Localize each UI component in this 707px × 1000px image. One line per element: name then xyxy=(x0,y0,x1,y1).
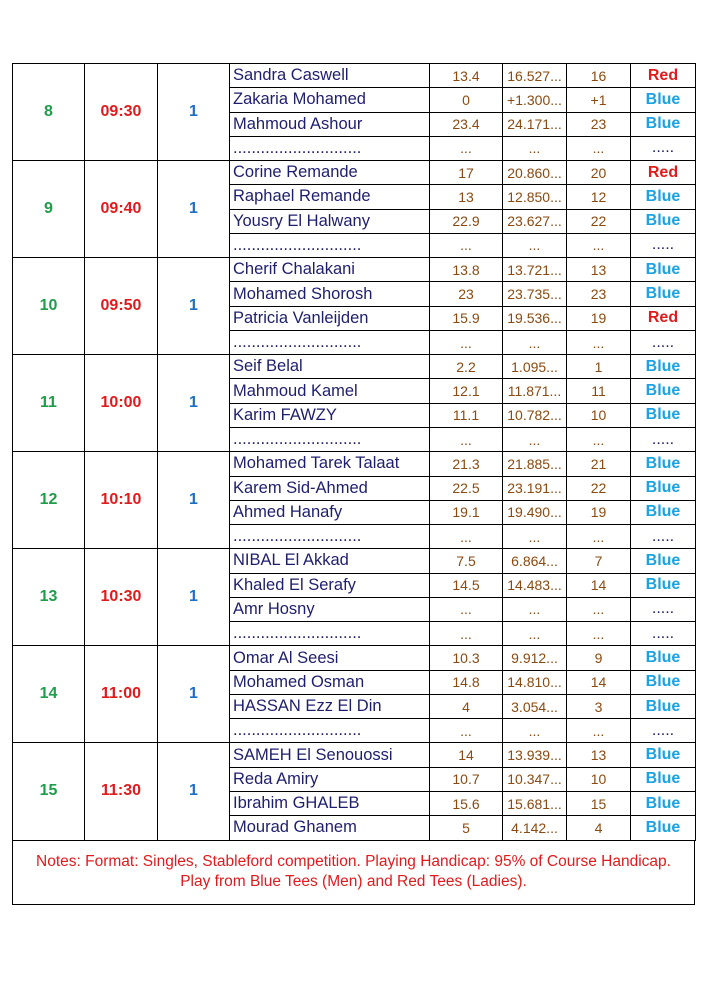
playing-handicap: 23 xyxy=(567,282,631,306)
handicap-index: 22.5 xyxy=(430,476,503,500)
draw-body xyxy=(13,64,696,841)
player-name: ............................ xyxy=(230,622,430,646)
course-handicap: 21.885... xyxy=(503,452,567,476)
playing-handicap: 22 xyxy=(567,476,631,500)
handicap-index: 22.9 xyxy=(430,209,503,233)
course-handicap: +1.300... xyxy=(503,88,567,112)
course-handicap: 10.347... xyxy=(503,767,567,791)
table-row xyxy=(13,64,696,88)
playing-handicap: ... xyxy=(567,136,631,160)
starting-tee: 1 xyxy=(158,549,230,646)
player-name: Cherif Chalakani xyxy=(230,258,430,282)
tee-color: Blue xyxy=(631,209,696,233)
player-name: Seif Belal xyxy=(230,355,430,379)
handicap-index: 7.5 xyxy=(430,549,503,573)
tee-color: Blue xyxy=(631,355,696,379)
tee-time: 11:30 xyxy=(85,743,158,840)
player-name: Yousry El Halwany xyxy=(230,209,430,233)
player-name: Sandra Caswell xyxy=(230,64,430,88)
playing-handicap: 7 xyxy=(567,549,631,573)
starting-tee: 1 xyxy=(158,355,230,452)
table-row xyxy=(13,646,696,670)
group-number: 15 xyxy=(13,743,85,840)
handicap-index: 14 xyxy=(430,743,503,767)
tee-color: Blue xyxy=(631,670,696,694)
handicap-index: 5 xyxy=(430,816,503,840)
course-handicap: 6.864... xyxy=(503,549,567,573)
course-handicap: ... xyxy=(503,719,567,743)
playing-handicap: ... xyxy=(567,525,631,549)
playing-handicap: 23 xyxy=(567,112,631,136)
starting-tee: 1 xyxy=(158,161,230,258)
course-handicap: 16.527... xyxy=(503,64,567,88)
tee-color: Blue xyxy=(631,185,696,209)
handicap-index: 4 xyxy=(430,694,503,718)
starting-tee: 1 xyxy=(158,64,230,161)
handicap-index: 14.8 xyxy=(430,670,503,694)
tee-color: ..... xyxy=(631,525,696,549)
handicap-index: 11.1 xyxy=(430,403,503,427)
handicap-index: ... xyxy=(430,597,503,621)
playing-handicap: ... xyxy=(567,597,631,621)
tee-color: ..... xyxy=(631,233,696,257)
tee-time: 09:40 xyxy=(85,161,158,258)
tee-time: 09:30 xyxy=(85,64,158,161)
tee-sheet xyxy=(12,63,695,937)
playing-handicap: 1 xyxy=(567,355,631,379)
player-name: SAMEH El Senouossi xyxy=(230,743,430,767)
table-row xyxy=(13,355,696,379)
table-row xyxy=(13,452,696,476)
course-handicap: 23.735... xyxy=(503,282,567,306)
course-handicap: 9.912... xyxy=(503,646,567,670)
tee-color: ..... xyxy=(631,597,696,621)
player-name: Omar Al Seesi xyxy=(230,646,430,670)
tee-color: Blue xyxy=(631,452,696,476)
tee-color: Blue xyxy=(631,573,696,597)
table-row xyxy=(13,743,696,767)
course-handicap: 24.171... xyxy=(503,112,567,136)
course-handicap: 1.095... xyxy=(503,355,567,379)
handicap-index: 10.7 xyxy=(430,767,503,791)
playing-handicap: 14 xyxy=(567,670,631,694)
tee-time: 11:00 xyxy=(85,646,158,743)
course-handicap: 14.810... xyxy=(503,670,567,694)
player-name: Reda Amiry xyxy=(230,767,430,791)
handicap-index: 14.5 xyxy=(430,573,503,597)
course-handicap: 11.871... xyxy=(503,379,567,403)
tee-color: Blue xyxy=(631,549,696,573)
handicap-index: 13.4 xyxy=(430,64,503,88)
player-name: ............................ xyxy=(230,427,430,451)
tee-color: Blue xyxy=(631,258,696,282)
playing-handicap: 13 xyxy=(567,743,631,767)
course-handicap: 12.850... xyxy=(503,185,567,209)
player-name: Mahmoud Kamel xyxy=(230,379,430,403)
tee-time: 10:10 xyxy=(85,452,158,549)
player-name: Patricia Vanleijden xyxy=(230,306,430,330)
player-name: Karem Sid-Ahmed xyxy=(230,476,430,500)
playing-handicap: 21 xyxy=(567,452,631,476)
player-name: Mohamed Shorosh xyxy=(230,282,430,306)
group-number: 11 xyxy=(13,355,85,452)
draw-table xyxy=(12,63,696,841)
tee-color: Blue xyxy=(631,791,696,815)
tee-color: Blue xyxy=(631,282,696,306)
handicap-index: ... xyxy=(430,622,503,646)
course-handicap: 23.191... xyxy=(503,476,567,500)
table-row xyxy=(13,549,696,573)
player-name: Mohamed Tarek Talaat xyxy=(230,452,430,476)
playing-handicap: 13 xyxy=(567,258,631,282)
tee-color: Red xyxy=(631,161,696,185)
playing-handicap: ... xyxy=(567,233,631,257)
handicap-index: ... xyxy=(430,427,503,451)
playing-handicap: 20 xyxy=(567,161,631,185)
handicap-index: 17 xyxy=(430,161,503,185)
handicap-index: 13.8 xyxy=(430,258,503,282)
tee-time: 10:30 xyxy=(85,549,158,646)
course-handicap: 19.490... xyxy=(503,500,567,524)
tee-color: Blue xyxy=(631,476,696,500)
handicap-index: ... xyxy=(430,330,503,354)
player-name: ............................ xyxy=(230,136,430,160)
group-number: 9 xyxy=(13,161,85,258)
handicap-index: 2.2 xyxy=(430,355,503,379)
handicap-index: ... xyxy=(430,525,503,549)
playing-handicap: 15 xyxy=(567,791,631,815)
player-name: Amr Hosny xyxy=(230,597,430,621)
tee-color: ..... xyxy=(631,622,696,646)
course-handicap: 4.142... xyxy=(503,816,567,840)
group-number: 14 xyxy=(13,646,85,743)
group-number: 13 xyxy=(13,549,85,646)
player-name: ............................ xyxy=(230,233,430,257)
tee-color: ..... xyxy=(631,719,696,743)
course-handicap: ... xyxy=(503,622,567,646)
handicap-index: 13 xyxy=(430,185,503,209)
tee-color: Blue xyxy=(631,379,696,403)
player-name: Ahmed Hanafy xyxy=(230,500,430,524)
playing-handicap: 19 xyxy=(567,306,631,330)
starting-tee: 1 xyxy=(158,452,230,549)
course-handicap: ... xyxy=(503,233,567,257)
handicap-index: ... xyxy=(430,136,503,160)
tee-color: Blue xyxy=(631,646,696,670)
player-name: HASSAN Ezz El Din xyxy=(230,694,430,718)
course-handicap: 23.627... xyxy=(503,209,567,233)
tee-color: ..... xyxy=(631,136,696,160)
table-row xyxy=(13,161,696,185)
starting-tee: 1 xyxy=(158,743,230,840)
handicap-index: 0 xyxy=(430,88,503,112)
tee-time: 09:50 xyxy=(85,258,158,355)
player-name: Corine Remande xyxy=(230,161,430,185)
handicap-index: 15.6 xyxy=(430,791,503,815)
player-name: Raphael Remande xyxy=(230,185,430,209)
player-name: Khaled El Serafy xyxy=(230,573,430,597)
handicap-index: 15.9 xyxy=(430,306,503,330)
player-name: Mohamed Osman xyxy=(230,670,430,694)
player-name: ............................ xyxy=(230,719,430,743)
tee-color: Blue xyxy=(631,694,696,718)
playing-handicap: ... xyxy=(567,719,631,743)
course-handicap: 13.721... xyxy=(503,258,567,282)
tee-color: Blue xyxy=(631,88,696,112)
playing-handicap: ... xyxy=(567,330,631,354)
handicap-index: 10.3 xyxy=(430,646,503,670)
playing-handicap: 19 xyxy=(567,500,631,524)
handicap-index: 23 xyxy=(430,282,503,306)
tee-color: Blue xyxy=(631,403,696,427)
playing-handicap: ... xyxy=(567,622,631,646)
player-name: ............................ xyxy=(230,330,430,354)
player-name: Ibrahim GHALEB xyxy=(230,791,430,815)
playing-handicap: 3 xyxy=(567,694,631,718)
tee-color: Red xyxy=(631,64,696,88)
tee-color: Red xyxy=(631,306,696,330)
handicap-index: ... xyxy=(430,233,503,257)
tee-color: Blue xyxy=(631,816,696,840)
tee-color: Blue xyxy=(631,112,696,136)
starting-tee: 1 xyxy=(158,258,230,355)
player-name: NIBAL El Akkad xyxy=(230,549,430,573)
course-handicap: 15.681... xyxy=(503,791,567,815)
playing-handicap: 10 xyxy=(567,403,631,427)
playing-handicap: 14 xyxy=(567,573,631,597)
playing-handicap: ... xyxy=(567,427,631,451)
group-number: 8 xyxy=(13,64,85,161)
course-handicap: 3.054... xyxy=(503,694,567,718)
starting-tee: 1 xyxy=(158,646,230,743)
course-handicap: ... xyxy=(503,136,567,160)
course-handicap: ... xyxy=(503,525,567,549)
handicap-index: 23.4 xyxy=(430,112,503,136)
playing-handicap: 22 xyxy=(567,209,631,233)
course-handicap: ... xyxy=(503,597,567,621)
tee-time: 10:00 xyxy=(85,355,158,452)
player-name: Karim FAWZY xyxy=(230,403,430,427)
handicap-index: 21.3 xyxy=(430,452,503,476)
playing-handicap: 12 xyxy=(567,185,631,209)
player-name: Zakaria Mohamed xyxy=(230,88,430,112)
playing-handicap: 10 xyxy=(567,767,631,791)
playing-handicap: 11 xyxy=(567,379,631,403)
playing-handicap: 4 xyxy=(567,816,631,840)
handicap-index: 19.1 xyxy=(430,500,503,524)
handicap-index: 12.1 xyxy=(430,379,503,403)
tee-color: ..... xyxy=(631,427,696,451)
table-row xyxy=(13,258,696,282)
notes-box xyxy=(12,841,695,905)
course-handicap: ... xyxy=(503,427,567,451)
course-handicap: ... xyxy=(503,330,567,354)
course-handicap: 20.860... xyxy=(503,161,567,185)
course-handicap: 13.939... xyxy=(503,743,567,767)
handicap-index: ... xyxy=(430,719,503,743)
tee-color: Blue xyxy=(631,500,696,524)
player-name: Mahmoud Ashour xyxy=(230,112,430,136)
notes-text: Notes: Format: Singles, Stableford competition. Playing Handicap: 95% of Course Handicap. Play from Blue Tees (Men) and Red Tees (Ladies). xyxy=(36,853,671,890)
playing-handicap: 9 xyxy=(567,646,631,670)
group-number: 12 xyxy=(13,452,85,549)
tee-color: Blue xyxy=(631,743,696,767)
playing-handicap: +1 xyxy=(567,88,631,112)
playing-handicap: 16 xyxy=(567,64,631,88)
player-name: ............................ xyxy=(230,525,430,549)
course-handicap: 10.782... xyxy=(503,403,567,427)
tee-color: ..... xyxy=(631,330,696,354)
group-number: 10 xyxy=(13,258,85,355)
tee-color: Blue xyxy=(631,767,696,791)
course-handicap: 14.483... xyxy=(503,573,567,597)
player-name: Mourad Ghanem xyxy=(230,816,430,840)
course-handicap: 19.536... xyxy=(503,306,567,330)
